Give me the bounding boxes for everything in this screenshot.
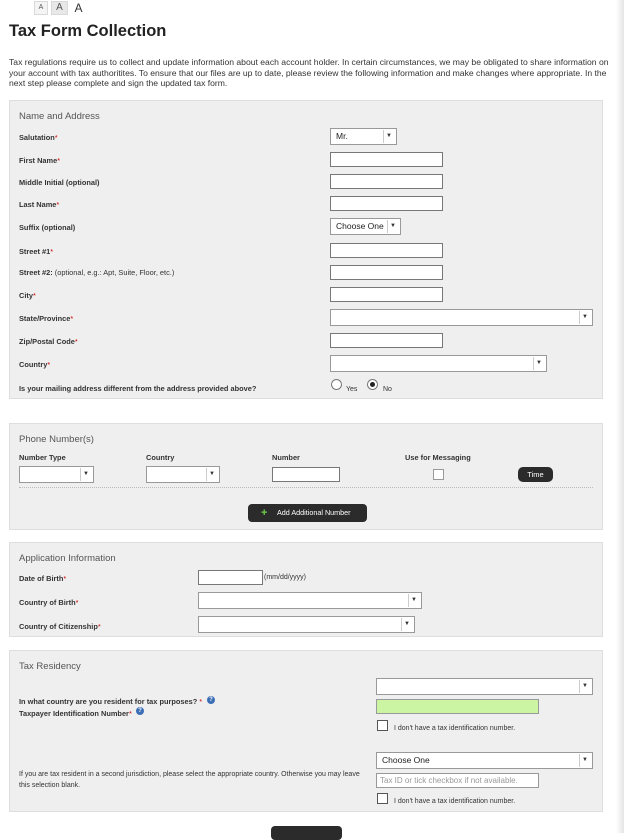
dob-label: Date of Birth*: [19, 574, 67, 583]
font-size-medium-button[interactable]: A: [51, 1, 68, 15]
chevron-down-icon: ▼: [209, 471, 215, 477]
phone-col-messaging: Use for Messaging: [405, 453, 471, 462]
first-name-label: First Name*: [19, 156, 61, 165]
country-of-birth-select[interactable]: [198, 592, 422, 609]
state-label: State/Province*: [19, 314, 74, 323]
chevron-down-icon: ▼: [582, 757, 588, 763]
font-size-large-button[interactable]: A: [70, 1, 87, 15]
tax-residency-title: Tax Residency: [19, 661, 81, 672]
middle-initial-label: Middle Initial (optional): [19, 178, 100, 187]
mailing-no-radio[interactable]: [367, 379, 378, 390]
second-jurisdiction-question: If you are tax resident in a second jurisdiction, please select the appropriate country. Otherwise you may leave this selection blank.: [19, 771, 360, 789]
phone-col-number: Number: [272, 453, 300, 462]
phone-number-type-select[interactable]: [19, 466, 94, 483]
zip-input[interactable]: [330, 333, 443, 348]
second-no-tin-label: I don't have a tax identification number.: [394, 798, 516, 805]
second-tax-country-select[interactable]: Choose One ▼: [376, 752, 593, 769]
chevron-down-icon: ▼: [404, 621, 410, 627]
last-name-input[interactable]: [330, 196, 443, 211]
chevron-down-icon: ▼: [582, 314, 588, 320]
phone-number-input[interactable]: [272, 467, 340, 482]
application-title: Application Information: [19, 553, 116, 564]
no-tin-label: I don't have a tax identification number.: [394, 725, 516, 732]
page-edge-shadow: [616, 0, 624, 833]
phone-title: Phone Number(s): [19, 434, 94, 445]
mailing-question: Is your mailing address different from the address provided above?: [19, 384, 257, 393]
mailing-yes-radio[interactable]: [331, 379, 342, 390]
add-additional-number-label: Add Additional Number: [277, 508, 351, 517]
help-icon[interactable]: ?: [136, 707, 144, 715]
phone-row-divider: [19, 487, 593, 488]
suffix-label: Suffix (optional): [19, 223, 76, 232]
second-tin-placeholder: Tax ID or tick checkbox if not available.: [380, 776, 518, 785]
name-address-title: Name and Address: [19, 111, 100, 122]
second-tin-input[interactable]: [376, 773, 539, 788]
page-title: Tax Form Collection: [9, 22, 167, 40]
chevron-down-icon: ▼: [390, 223, 396, 229]
tin-input[interactable]: [376, 699, 539, 714]
city-input[interactable]: [330, 287, 443, 302]
tin-label: Taxpayer Identification Number*: [19, 709, 132, 718]
country-select[interactable]: [330, 355, 547, 372]
country-of-citizenship-label: Country of Citizenship*: [19, 622, 101, 631]
street1-input[interactable]: [330, 243, 443, 258]
mailing-no-label: No: [383, 386, 392, 393]
chevron-down-icon: ▼: [83, 471, 89, 477]
intro-text: Tax regulations require us to collect and update information about each account holder. In certain circumstances, we may be obligated to share information on your account with tax authoritites. To ensure that our files are up to date, please review the following information and make changes where appropriate. In the next step please complete and sign the updated tax form.: [9, 57, 609, 89]
phone-country-select[interactable]: [146, 466, 220, 483]
phone-col-number-type: Number Type: [19, 453, 66, 462]
phone-panel: [9, 423, 603, 530]
chevron-down-icon: ▼: [386, 133, 392, 139]
help-icon[interactable]: ?: [207, 696, 215, 704]
dob-input[interactable]: [198, 570, 263, 585]
chevron-down-icon: ▼: [411, 597, 417, 603]
street2-input[interactable]: [330, 265, 443, 280]
application-panel: [9, 542, 603, 637]
phone-col-country: Country: [146, 453, 175, 462]
font-size-small-button[interactable]: A: [34, 1, 48, 15]
street1-label: Street #1*: [19, 247, 54, 256]
dob-format-hint: (mm/dd/yyyy): [264, 574, 306, 581]
chevron-down-icon: ▼: [582, 683, 588, 689]
tax-country-select[interactable]: [376, 678, 593, 695]
street2-label: Street #2: (optional, e.g.: Apt, Suite, Floor, etc.): [19, 268, 175, 277]
no-tin-checkbox[interactable]: [377, 720, 388, 731]
tax-residency-panel: [9, 650, 603, 812]
name-address-panel: [9, 100, 603, 399]
salutation-select[interactable]: Mr. ▼: [330, 128, 397, 145]
continue-button[interactable]: [271, 826, 342, 840]
time-button[interactable]: Time: [518, 467, 553, 482]
country-of-birth-label: Country of Birth*: [19, 598, 79, 607]
city-label: City*: [19, 291, 36, 300]
phone-messaging-checkbox[interactable]: [433, 469, 444, 480]
radio-selected-dot: [370, 382, 375, 387]
tax-resident-question: In what country are you resident for tax purposes? *: [19, 697, 203, 706]
last-name-label: Last Name*: [19, 200, 60, 209]
state-select[interactable]: [330, 309, 593, 326]
zip-label: Zip/Postal Code*: [19, 337, 78, 346]
second-no-tin-checkbox[interactable]: [377, 793, 388, 804]
mailing-yes-label: Yes: [346, 386, 358, 393]
salutation-label: Salutation*: [19, 133, 58, 142]
plus-icon: +: [261, 507, 268, 519]
country-of-citizenship-select[interactable]: [198, 616, 415, 633]
add-additional-number-button[interactable]: [248, 504, 367, 522]
middle-initial-input[interactable]: [330, 174, 443, 189]
country-label: Country*: [19, 360, 51, 369]
first-name-input[interactable]: [330, 152, 443, 167]
suffix-select[interactable]: Choose One ▼: [330, 218, 401, 235]
chevron-down-icon: ▼: [536, 360, 542, 366]
